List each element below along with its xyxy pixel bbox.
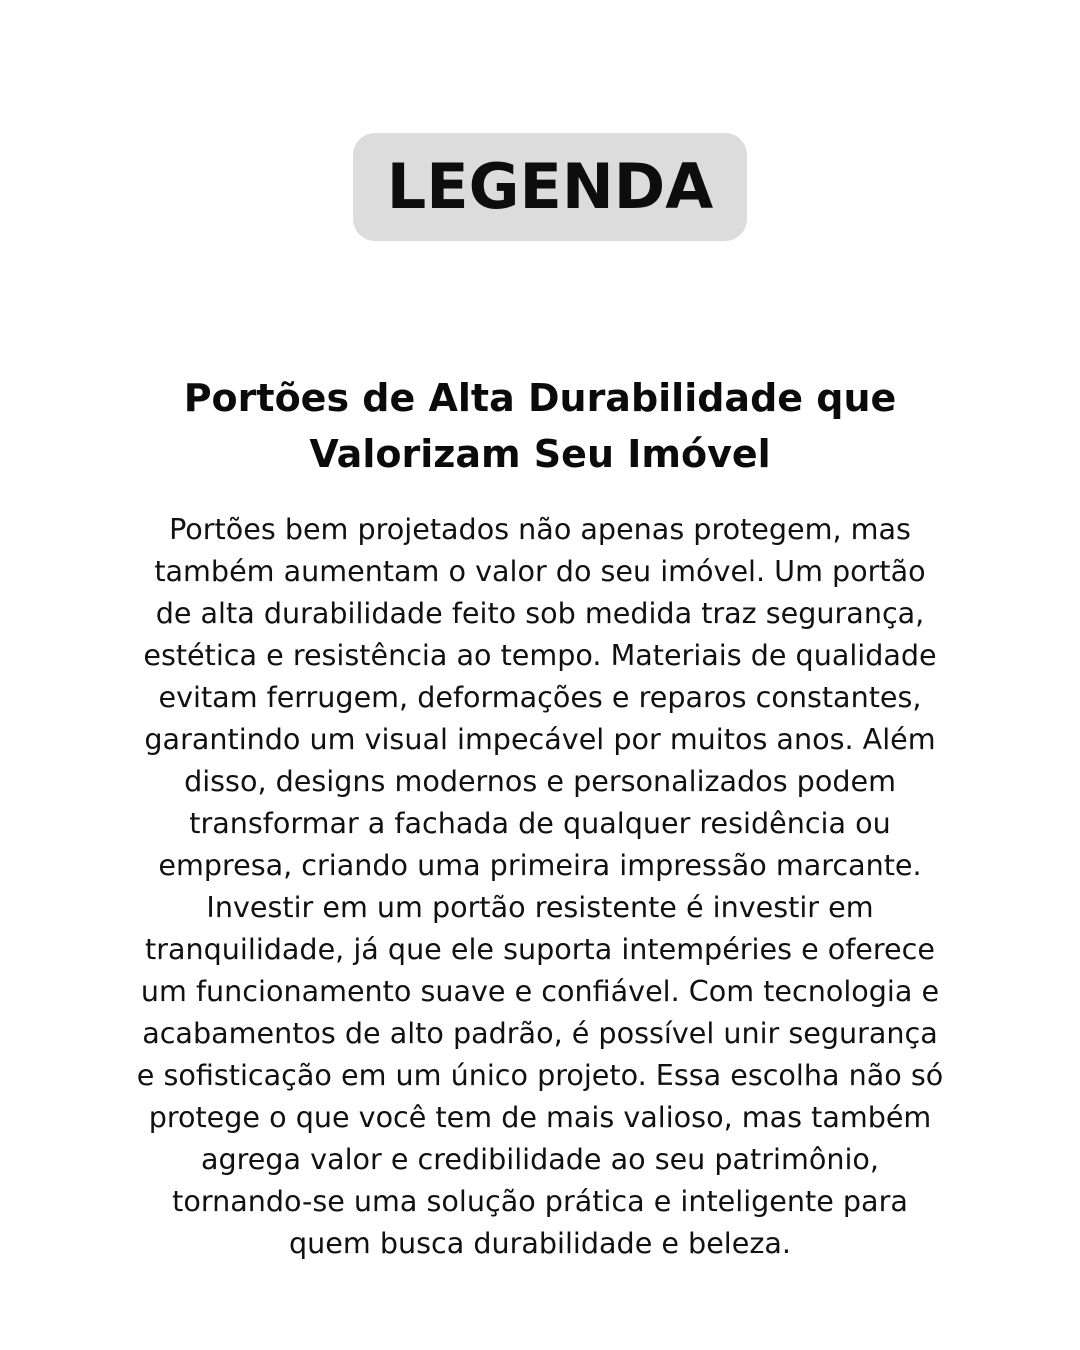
article-body-line: transformar a fachada de qualquer residência ou [189,806,891,840]
article-body-line: quem busca durabilidade e beleza. [289,1226,791,1260]
article-body-line: protege o que você tem de mais valioso, mas também [148,1100,932,1134]
article-body-line: empresa, criando uma primeira impressão marcante. [158,848,922,882]
article-body-line: de alta durabilidade feito sob medida traz segurança, [155,596,925,630]
article-body-line: um funcionamento suave e confiável. Com tecnologia e [140,974,940,1008]
article-body-line: Investir em um portão resistente é investir em [206,890,874,924]
article-body [100,508,980,1264]
article-body-line: tranquilidade, já que ele suporta intempéries e oferece [145,932,935,966]
article-title-line: Portões de Alta Durabilidade que [183,376,897,420]
article-body-line: disso, designs modernos e personalizados podem [184,764,896,798]
article-body-line: evitam ferrugem, deformações e reparos constantes, [158,680,922,714]
article-body-line: agrega valor e credibilidade ao seu patrimônio, [201,1142,879,1176]
article-body-line: tornando-se uma solução prática e inteligente para [172,1184,908,1218]
article-body-line: garantindo um visual impecável por muitos anos. Além [144,722,936,756]
article-body-line: também aumentam o valor do seu imóvel. Um portão [154,554,926,588]
legend-badge [353,133,747,241]
article-title-line: Valorizam Seu Imóvel [309,432,771,476]
article-body-line: estética e resistência ao tempo. Materiais de qualidade [143,638,937,672]
legend-badge-label: LEGENDA [386,150,714,223]
article-title [120,370,960,482]
article-body-line: e sofisticação em um único projeto. Essa escolha não só [136,1058,944,1092]
article-body-line: acabamentos de alto padrão, é possível unir segurança [142,1016,938,1050]
article-body-line: Portões bem projetados não apenas protegem, mas [169,512,911,546]
